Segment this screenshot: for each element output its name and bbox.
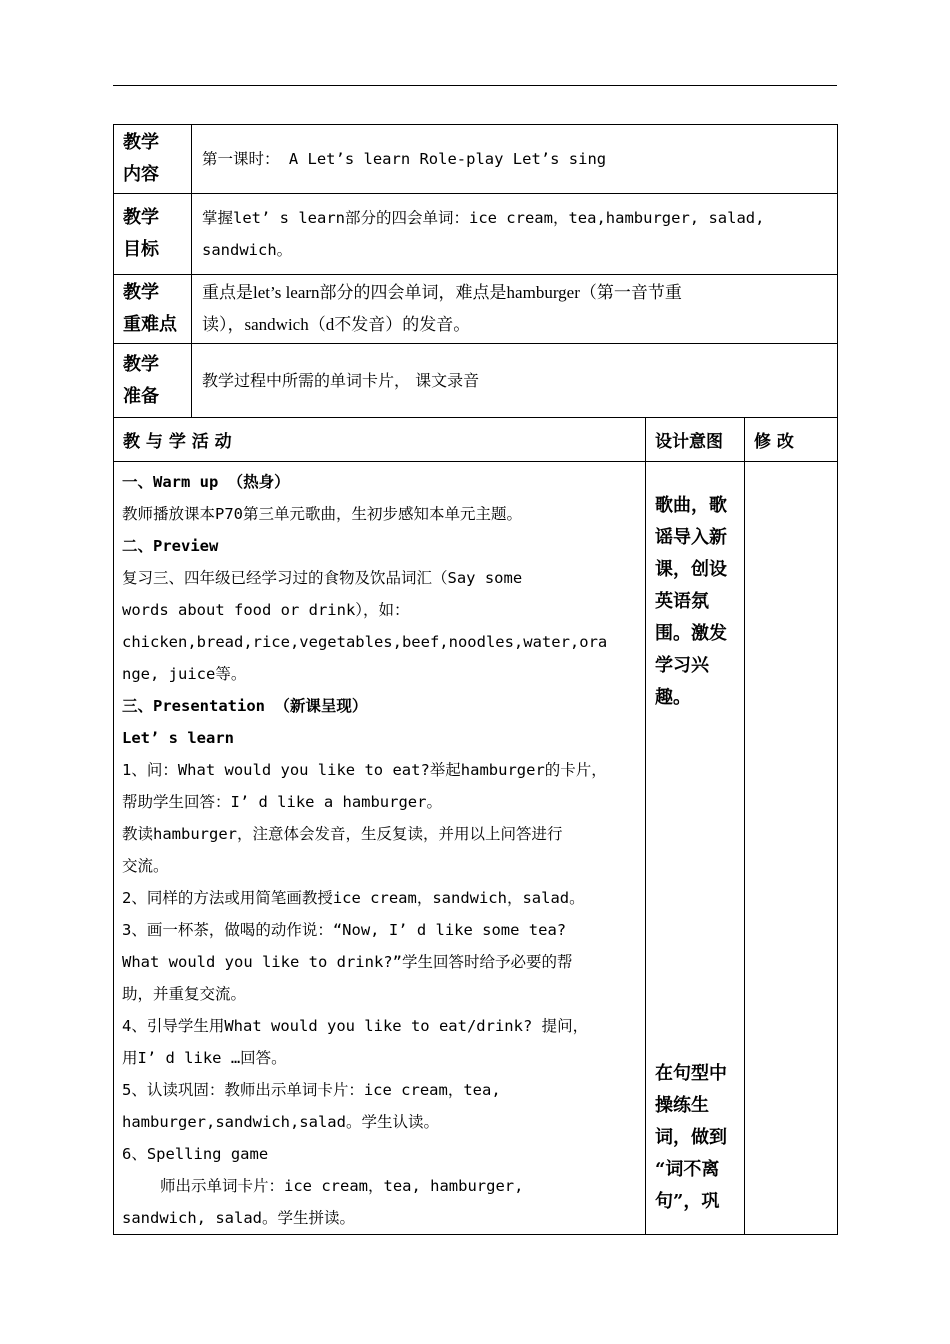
value-objectives: 掌握let’ s learn部分的四会单词：ice cream，tea,hamburger, salad, sandwich。: [192, 194, 838, 275]
label-key-points: 教学 重难点: [114, 275, 192, 344]
activity-line: 师出示单词卡片：ice cream，tea, hamburger,: [160, 1177, 524, 1195]
activity-line: 教读hamburger，注意体会发音，生反复读，并用以上问答进行: [122, 825, 563, 843]
activity-line: 一、Warm up （热身）: [122, 473, 290, 491]
activity-line: 1、问：What would you like to eat?举起hamburger的卡片，: [122, 761, 607, 779]
intent-cell: [646, 462, 745, 1235]
activity-line: nge, juice等。: [122, 665, 247, 683]
activity-line: 4、引导学生用What would you like to eat/drink? 提问，: [122, 1017, 589, 1035]
activity-line: hamburger,sandwich,salad。学生认读。: [122, 1113, 439, 1131]
activities-text: [114, 462, 645, 1234]
revise-cell: [745, 462, 838, 1235]
activity-line: 用I’ d like …回答。: [122, 1049, 287, 1067]
row-content: [114, 125, 838, 194]
activity-line: 二、Preview: [122, 537, 219, 555]
row-activities: [114, 462, 838, 1235]
row-key-points: [114, 275, 838, 344]
activity-line: 三、Presentation （新课呈现）: [122, 697, 368, 715]
activity-line: words about food or drink），如：: [122, 601, 410, 619]
header-intent: 设计意图: [646, 418, 745, 462]
intent-text: 歌曲，歌 谣导入新 课，创设 英语氛 围。激发 学习兴 趣。 在句型中 操练生 词，做到 “词不离 句”，巩: [655, 495, 727, 1212]
activity-line: What would you like to drink?”学生回答时给予必要的帮: [122, 953, 573, 971]
value-key-points: 重点是let’s learn部分的四会单词，难点是hamburger（第一音节重 读），sandwich（d不发音）的发音。: [192, 275, 838, 344]
activity-line: 复习三、四年级已经学习过的食物及饮品词汇（Say some: [122, 569, 523, 587]
activity-line: 帮助学生回答：I’ d like a hamburger。: [122, 793, 442, 811]
activity-line: 3、画一杯茶，做喝的动作说：“Now, I’ d like some tea?: [122, 921, 567, 939]
row-objectives: [114, 194, 838, 275]
activity-line: Let’ s learn: [122, 729, 234, 747]
activity-line: 助，并重复交流。: [122, 985, 247, 1003]
header-rule: [113, 85, 837, 86]
row-preparation: [114, 344, 838, 418]
activity-line: 教师播放课本P70第三单元歌曲，生初步感知本单元主题。: [122, 505, 522, 523]
header-activities: 教 与 学 活 动: [114, 418, 646, 462]
label-content: 教学 内容: [114, 125, 192, 194]
activities-cell: [114, 462, 646, 1235]
activity-line: 交流。: [122, 857, 169, 875]
header-revise: 修 改: [745, 418, 838, 462]
activity-line: chicken,bread,rice,vegetables,beef,noodles,water,ora: [122, 633, 608, 651]
value-content: 第一课时： A Let’s learn Role-play Let’s sing: [192, 125, 838, 194]
label-objectives: 教学 目标: [114, 194, 192, 275]
label-preparation: 教学 准备: [114, 344, 192, 418]
activity-line: sandwich, salad。学生拼读。: [122, 1209, 355, 1227]
activity-line: 5、认读巩固：教师出示单词卡片：ice cream，tea,: [122, 1081, 501, 1099]
value-preparation: 教学过程中所需的单词卡片， 课文录音: [192, 344, 838, 418]
activity-line: 6、Spelling game: [122, 1145, 269, 1163]
lesson-plan-table: [113, 124, 837, 1235]
activity-line: 2、同样的方法或用简笔画教授ice cream，sandwich，salad。: [122, 889, 585, 907]
row-section-header: [114, 418, 838, 462]
